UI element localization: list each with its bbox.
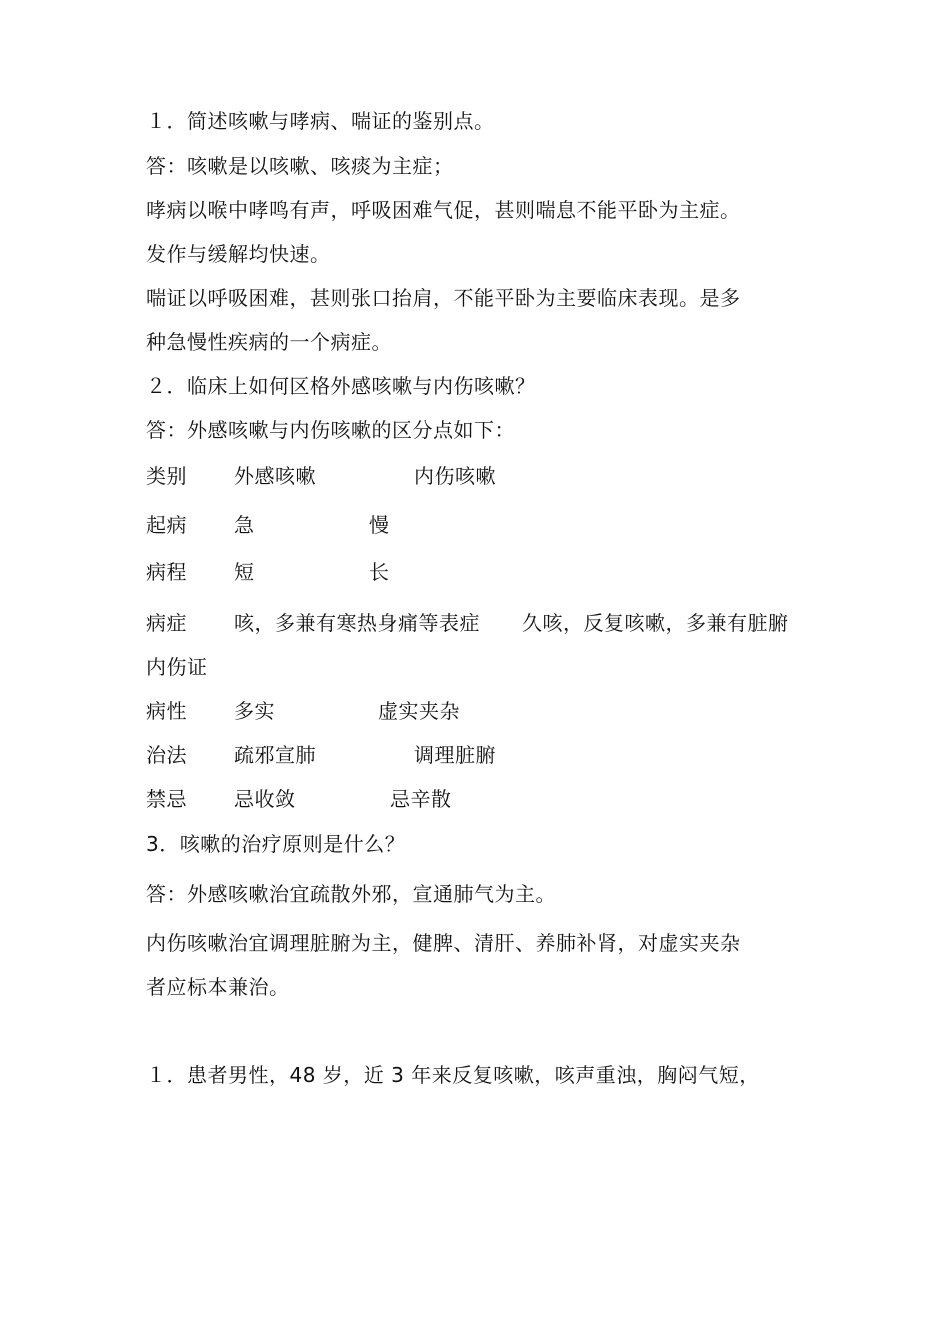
table-header-cell: 类别 xyxy=(146,464,187,488)
table-cell: 虚实夹杂 xyxy=(378,699,460,723)
table-cell: 治法 xyxy=(146,743,187,767)
table-cell: 短 xyxy=(234,560,255,584)
table-cell: 慢 xyxy=(369,513,390,537)
table-cell-continuation: 内伤证 xyxy=(146,655,208,679)
table-cell: 病程 xyxy=(146,560,187,584)
answer-1-line-1: 答：咳嗽是以咳嗽、咳痰为主症； xyxy=(146,154,454,178)
answer-1-line-3: 发作与缓解均快速。 xyxy=(146,242,331,266)
table-cell: 病症 xyxy=(146,611,187,635)
answer-3-line-3: 者应标本兼治。 xyxy=(146,975,290,999)
table-cell: 禁忌 xyxy=(146,787,187,811)
question-2: ２．临床上如何区格外感咳嗽与内伤咳嗽？ xyxy=(146,374,536,398)
answer-2-intro: 答：外感咳嗽与内伤咳嗽的区分点如下： xyxy=(146,418,515,442)
table-cell: 起病 xyxy=(146,513,187,537)
table-cell: 疏邪宣肺 xyxy=(234,743,316,767)
table-header-cell: 内伤咳嗽 xyxy=(414,464,496,488)
table-cell: 忌辛散 xyxy=(390,787,452,811)
table-cell: 急 xyxy=(234,513,255,537)
table-cell: 调理脏腑 xyxy=(414,743,496,767)
answer-1-line-5: 种急慢性疾病的一个病症。 xyxy=(146,330,392,354)
answer-3-line-2: 内伤咳嗽治宜调理脏腑为主，健脾、清肝、养肺补肾，对虚实夹杂 xyxy=(146,931,741,955)
table-cell: 多实 xyxy=(234,699,275,723)
table-cell: 忌收敛 xyxy=(234,787,296,811)
answer-1-line-4: 喘证以呼吸困难，甚则张口抬肩，不能平卧为主要临床表现。是多 xyxy=(146,286,741,310)
question-3: 3．咳嗽的治疗原则是什么？ xyxy=(146,832,406,856)
answer-3-line-1: 答：外感咳嗽治宜疏散外邪，宣通肺气为主。 xyxy=(146,882,556,906)
table-cell: 咳，多兼有寒热身痛等表症 xyxy=(234,611,480,635)
question-1: １．简述咳嗽与哮病、喘证的鉴别点。 xyxy=(146,109,495,133)
table-cell: 久咳，反复咳嗽，多兼有脏腑 xyxy=(522,611,789,635)
answer-1-line-2: 哮病以喉中哮鸣有声，呼吸困难气促，甚则喘息不能平卧为主症。 xyxy=(146,198,741,222)
table-cell: 长 xyxy=(369,560,390,584)
table-cell: 病性 xyxy=(146,699,187,723)
table-header-cell: 外感咳嗽 xyxy=(234,464,316,488)
case-question-1: １．患者男性，48 岁，近 3 年来反复咳嗽，咳声重浊，胸闷气短， xyxy=(146,1063,760,1087)
